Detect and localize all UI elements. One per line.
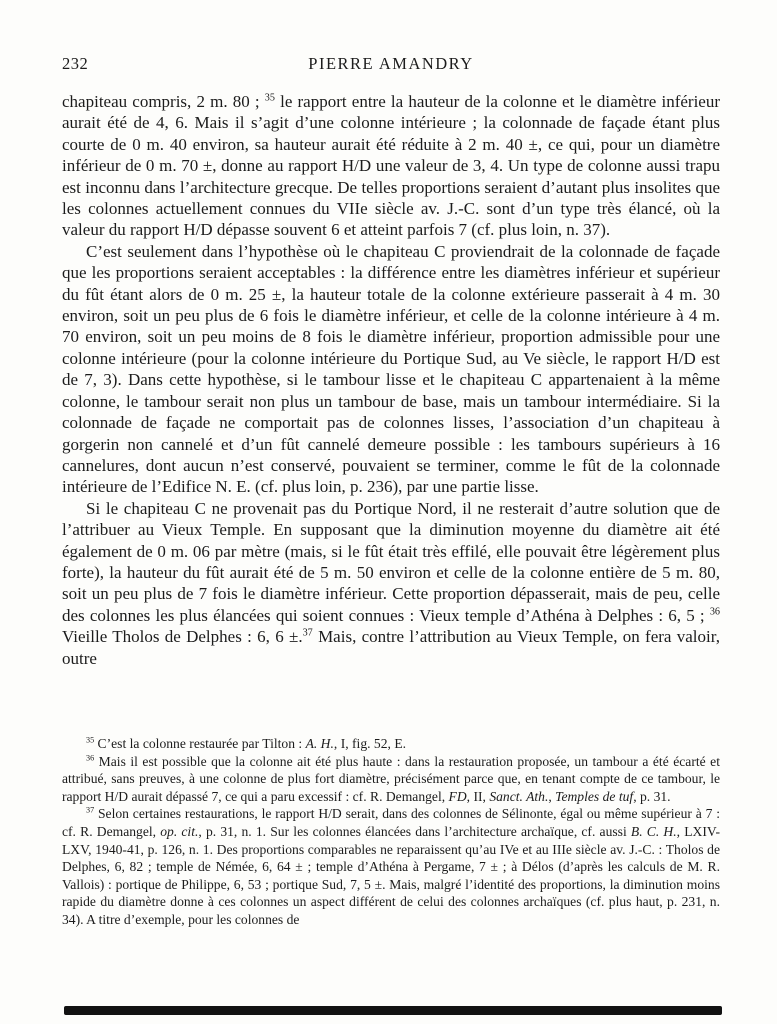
body-text <box>62 91 720 669</box>
body-paragraph-2: C’est seulement dans l’hypothèse où le chapiteau C proviendrait de la colonnade de façade que les proportions seraient acceptables : la différence entre les diamètres inférieur et supérieur du fût étant alors de 0 m. 25 ±, la hauteur totale de la colonne extérieure passerait à 4 m. 30 environ, soit un peu plus de 6 fois le diamètre inférieur, et celle de la colonne intérieure à 4 m. 70 environ, soit un peu moins de 8 fois le diamètre inférieur, proportion admissible pour une colonne intérieure (pour la colonne intérieure du Portique Sud, au Ve siècle, le rapport H/D est de 7, 3). Dans cette hypothèse, si le tambour lisse et le chapiteau C appartenaient à la même colonne, le tambour serait non plus un tambour de base, mais un tambour intermédiaire. Si la colonnade de façade ne comportait pas de colonnes lisses, l’association d’un chapiteau à gorgerin non cannelé et d’un fût cannelé demeure possible : les tambours supérieurs à 16 cannelures, dont aucun n’est conservé, pouvaient se terminer, comme le fût de la colonnade intérieure de l’Edifice N. E. (cf. plus loin, p. 236), par une partie lisse. <box>62 241 720 497</box>
footnotes-block <box>62 735 720 929</box>
body-paragraph-1: chapiteau compris, 2 m. 80 ; $^{35}$ le rapport entre la hauteur de la colonne et le diamètre inférieur aurait été de 4, 6. Mais il s’agit d’une colonne intérieure ; la colonnade de façade étant plus courte de 0 m. 40 environ, sa hauteur aurait été réduite à 2 m. 40 ±, ce qui, pour un diamètre inférieur de 0 m. 70 ±, donne au rapport H/D une valeur de 3, 4. Un type de colonne aussi trapu est inconnu dans l’architecture grecque. De telles proportions seraient d’autant plus insolites que les colonnes actuellement connues du VIIe siècle av. J.-C. sont d’un type très élancé, où la valeur du rapport H/D dépasse souvent 6 et atteint parfois 7 (cf. plus loin, n. 37). <box>62 92 721 240</box>
footnote-35: $^{35}$ C’est la colonne restaurée par Tilton : A. H., I, fig. 52, E. <box>86 735 407 751</box>
body-paragraph-3: Si le chapiteau C ne provenait pas du Portique Nord, il ne resterait d’autre solution que de l’attribuer au Vieux Temple. En supposant que la diminution moyenne du diamètre ait été également de 0 m. 06 par mètre (mais, si le fût était très effilé, elle pouvait être légèrement plus forte), la hauteur du fût aurait été de 5 m. 50 environ et celle de la colonne entière de 5 m. 80, soit un peu plus de 7 fois le diamètre inférieur. Cette proportion dépasserait, mais de peu, celle des colonnes les plus élancées qui soient connues : Vieux temple d’Athéna à Delphes : 6, 5 ; $^{36}$ Vieille Tholos de Delphes : 6, 6 ±.$^{37}$ Mais, contre l’attribution au Vieux Temple, on fera valoir, outre <box>62 498 720 668</box>
scan-artifact-bar <box>64 1006 722 1015</box>
footnote-36: $^{36}$ Mais il est possible que la colonne ait été plus haute : dans la restauration proposée, un tambour a été écarté et attribué, sans preuves, à une colonne de plus fort diamètre, précisément parce que, en tenant compte de ce tambour, le rapport H/D aurait dépassé 7, ce qui a paru excessif : cf. R. Demangel, FD, II, Sanct. Ath., Temples de tuf, p. 31. <box>62 753 720 804</box>
page-number: 232 <box>62 54 89 73</box>
page-header <box>62 54 720 76</box>
footnote-37: $^{37}$ Selon certaines restaurations, le rapport H/D serait, dans des colonnes de Sélinonte, égal ou même supérieur à 7 : cf. R. Demangel, op. cit., p. 31, n. 1. Sur les colonnes élancées dans l’architecture archaïque, cf. aussi B. C. H., LXIV-LXV, 1940-41, p. 126, n. 1. Des proportions comparables ne reparaissent qu’au IVe et au IIIe siècle av. J.-C. : Tholos de Delphes, 6, 82 ; temple de Némée, 6, 64 ± ; temple d’Athéna à Pergame, 7 ± ; à Délos (d’après les calculs de M. R. Vallois) : portique de Philippe, 6, 53 ; portique Sud, 7, 5 ±. Mais, malgré l’identité des proportions, la diminution moins rapide du diamètre donne à ces colonnes un aspect différent de celui des colonnes archaïques (cf. plus haut, p. 231, n. 34). A titre d’exemple, pour les colonnes de <box>62 805 720 927</box>
running-title: PIERRE AMANDRY <box>308 54 474 73</box>
